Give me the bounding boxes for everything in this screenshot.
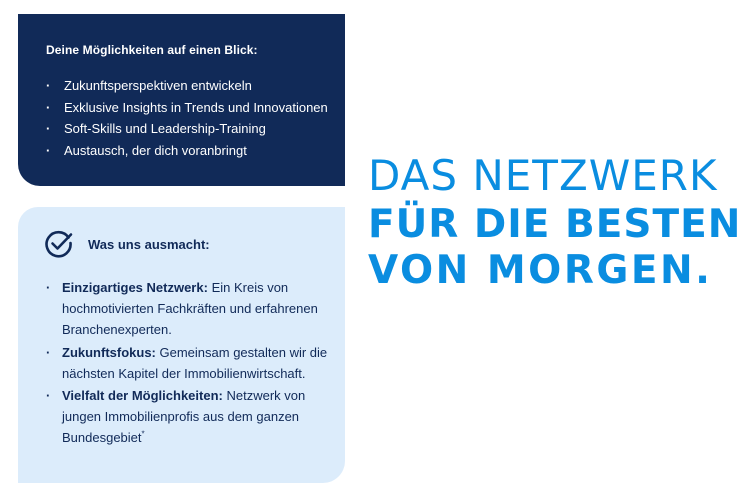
value-item-text: Netzwerk von jungen Immobilienprofis aus dem ganzen Bundesgebiet bbox=[62, 388, 306, 446]
value-item-text: Gemeinsam gestalten wir die nächsten Kapitel der Immobilienwirtschaft. bbox=[62, 344, 328, 381]
value-item-label: Einzigartiges Netzwerk: bbox=[62, 280, 208, 295]
opportunity-item: · Exklusive Insights in Trends und Innovationen bbox=[46, 97, 345, 119]
opportunities-title: Deine Möglichkeiten auf einen Blick: bbox=[46, 43, 258, 57]
value-item-label: Vielfalt der Möglichkeiten: bbox=[62, 388, 223, 404]
values-title: Was uns ausmacht: bbox=[88, 236, 210, 252]
check-circle-icon bbox=[44, 229, 74, 259]
value-item-text: Ein Kreis von hochmotivierten Fachkräften und erfahrenen Branchenexperten. bbox=[62, 280, 318, 338]
value-item-label: Zukunftsfokus: bbox=[62, 344, 156, 360]
values-header bbox=[44, 229, 331, 259]
opportunities-card bbox=[18, 14, 345, 186]
value-item bbox=[44, 342, 331, 384]
values-list bbox=[44, 277, 331, 449]
headline-line-3: VON MORGEN. bbox=[368, 248, 713, 293]
value-item bbox=[44, 277, 331, 341]
headline bbox=[368, 150, 741, 294]
values-card bbox=[18, 207, 345, 483]
value-item bbox=[44, 385, 331, 449]
headline-line-2: FÜR DIE BESTEN bbox=[368, 202, 741, 247]
footnote-mark: * bbox=[141, 430, 145, 440]
opportunity-item: · Austausch, der dich voranbringt bbox=[46, 140, 345, 162]
headline-line-1: DAS NETZWERK bbox=[368, 151, 718, 200]
opportunity-item: · Zukunftsperspektiven entwickeln bbox=[46, 75, 345, 97]
opportunity-item: · Soft-Skills und Leadership-Training bbox=[46, 118, 345, 140]
opportunities-list bbox=[46, 75, 345, 161]
